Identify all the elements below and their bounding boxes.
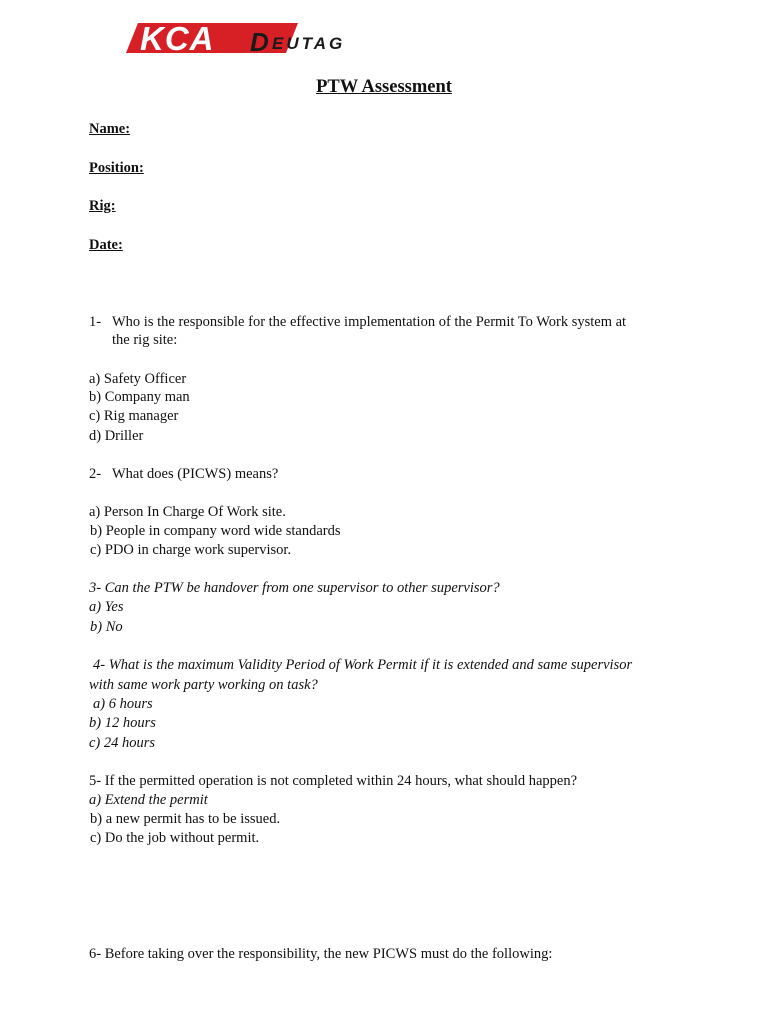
kca-deutag-logo	[126, 20, 416, 60]
name-field-label: Name:	[89, 121, 131, 137]
q6-text: 6- Before taking over the responsibility, the new PICWS must do the following:	[89, 946, 553, 962]
q4-option-b: b) 12 hours	[89, 715, 156, 731]
q1-option-b: b) Company man	[89, 389, 190, 405]
q1-text-line2: the rig site:	[112, 332, 178, 348]
q5-option-c: c) Do the job without permit.	[90, 830, 260, 846]
q4-text-line2: with same work party working on task?	[89, 677, 318, 693]
q3-option-b: b) No	[90, 619, 123, 635]
q1-option-d: d) Driller	[89, 428, 144, 444]
q1-text-line1: Who is the responsible for the effective implementation of the Permit To Work system at	[112, 314, 627, 330]
logo-d-text: D	[250, 27, 269, 57]
q5-option-a: a) Extend the permit	[89, 792, 208, 808]
q1-option-a: a) Safety Officer	[89, 371, 187, 387]
logo-eutag-text: EUTAG	[272, 34, 346, 53]
q5-option-b: b) a new permit has to be issued.	[90, 811, 281, 827]
q1-number: 1-	[89, 314, 102, 330]
q3-option-a: a) Yes	[89, 599, 124, 615]
q2-option-a: a) Person In Charge Of Work site.	[89, 504, 286, 520]
q4-option-a: a) 6 hours	[93, 696, 153, 712]
q3-text: 3- Can the PTW be handover from one supervisor to other supervisor?	[89, 580, 500, 596]
q2-option-b: b) People in company word wide standards	[90, 523, 341, 539]
q4-option-c: c) 24 hours	[89, 735, 156, 751]
date-field-label: Date:	[89, 237, 123, 253]
page-title: PTW Assessment	[316, 77, 452, 97]
q1-option-c: c) Rig manager	[89, 408, 179, 424]
q5-text: 5- If the permitted operation is not completed within 24 hours, what should happen?	[89, 773, 578, 789]
q2-number: 2-	[89, 466, 102, 482]
rig-field-label: Rig:	[89, 198, 116, 214]
q4-text-line1: 4- What is the maximum Validity Period of Work Permit if it is extended and same supervisor	[93, 657, 633, 673]
q2-option-c: c) PDO in charge work supervisor.	[90, 542, 292, 558]
logo-kca-text: KCA	[140, 20, 215, 57]
q2-text: What does (PICWS) means?	[112, 466, 279, 482]
position-field-label: Position:	[89, 160, 144, 176]
